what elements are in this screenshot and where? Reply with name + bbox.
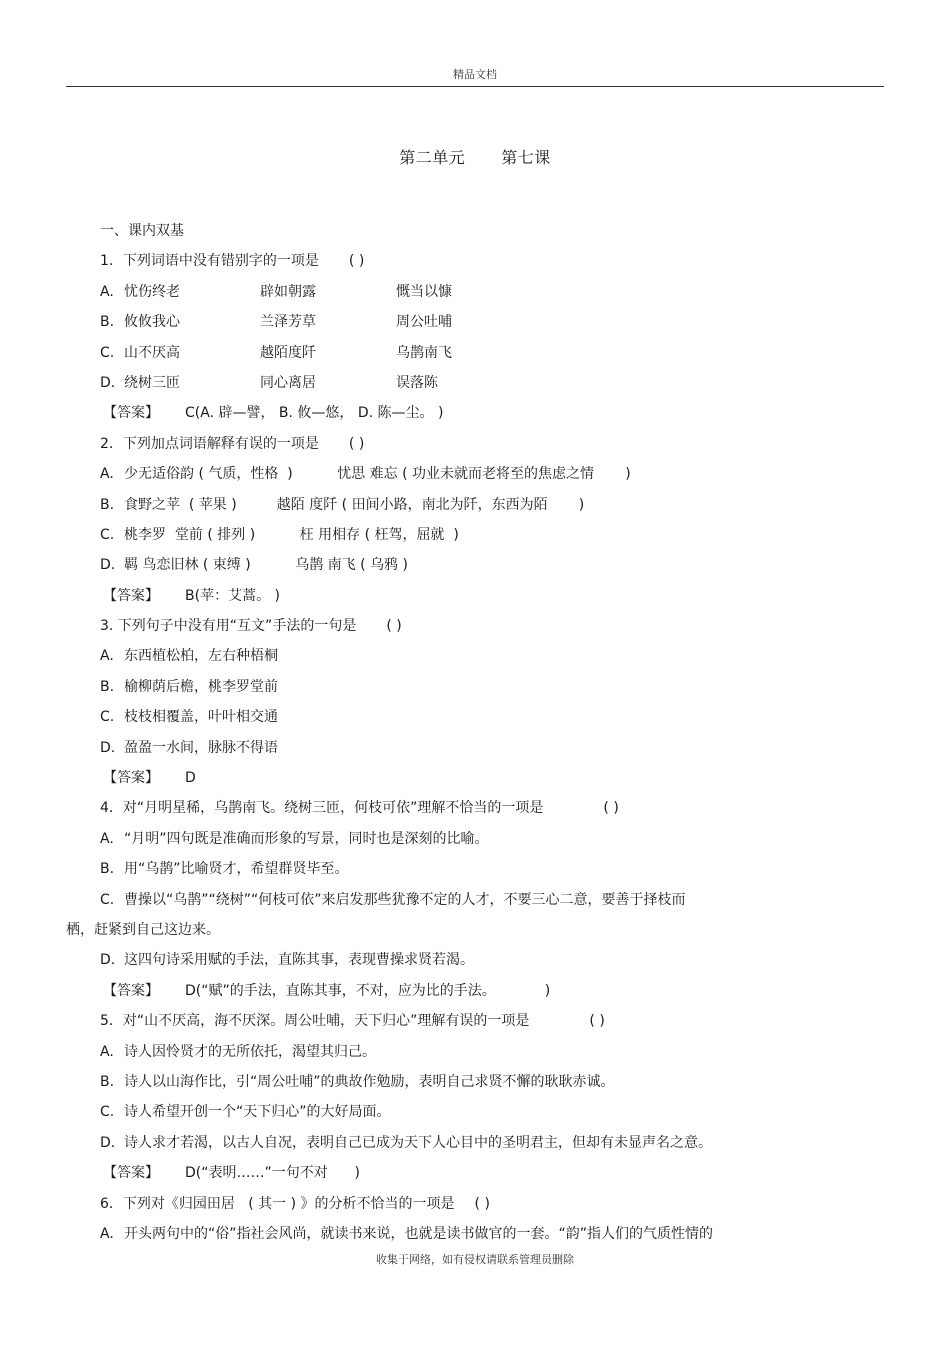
question-6-stem: 6．下列对《归园田居 ( 其一 ) 》的分析不恰当的一项是 ( ) xyxy=(100,1189,790,1219)
q4-option-a: A. “月明”四句既是准确而形象的写景，同时也是深刻的比喻。 xyxy=(100,830,489,847)
q4-option-c: C. 曹操以“乌鹊”“绕树”“何枝可依”来启发那些犹豫不定的人才，不要三心二意，要善于择枝而 xyxy=(100,891,686,908)
section-heading: 一、课内双基 xyxy=(100,223,184,239)
question-2-stem: 2．下列加点词语解释有误的一项是 ( ) xyxy=(100,429,790,459)
q1-option-b: B. 攸攸我心 兰泽芳草 周公吐哺 xyxy=(100,314,452,331)
q2-option-b: B. 食野之苹 ( 苹果 ) 越陌 度阡 ( 田间小路，南北为阡，东西为陌 ) xyxy=(100,496,585,513)
q4-option-c-continued: 栖，赶紧到自己这边来。 xyxy=(66,921,220,938)
q1-answer: 【答案】 C(A. 辟—譬， B. 攸—悠， D. 陈—尘。 ) xyxy=(103,405,444,422)
answer-blank: ( ) xyxy=(603,800,619,817)
question-3-stem: 3. 下列句子中没有用“互文”手法的一句是 ( ) xyxy=(100,611,790,641)
q3-option-a: A. 东西植松柏，左右种梧桐 xyxy=(100,648,278,665)
header-divider xyxy=(66,86,884,87)
question-4-stem: 4．对“月明星稀，乌鹊南飞。绕树三匝，何枝可依”理解不恰当的一项是 ( ) xyxy=(100,793,790,823)
q4-option-d: D. 这四句诗采用赋的手法，直陈其事，表现曹操求贤若渴。 xyxy=(100,952,474,969)
answer-blank: ( ) xyxy=(386,618,402,635)
answer-blank: ( ) xyxy=(589,1013,605,1030)
q2-option-a: A. 少无适俗韵 ( 气质，性格 ) 忧思 难忘 ( 功业未就而老将至的焦虑之情 ) xyxy=(100,466,631,483)
q5-option-c: C. 诗人希望开创一个“天下归心”的大好局面。 xyxy=(100,1104,391,1121)
q3-option-c: C. 枝枝相覆盖，叶叶相交通 xyxy=(100,709,278,726)
q3-option-d: D. 盈盈一水间，脉脉不得语 xyxy=(100,739,278,756)
document-title xyxy=(0,145,950,168)
document-body xyxy=(66,216,790,1249)
answer-blank: ( ) xyxy=(348,435,365,452)
q6-option-a: A. 开头两句中的“俗”指社会风尚，就读书来说，也就是读书做官的一套。“韵”指人们的气质性情的 xyxy=(100,1225,714,1242)
question-1-stem: 1．下列词语中没有错别字的一项是 ( ) xyxy=(100,246,790,276)
answer-blank: ( ) xyxy=(348,253,365,270)
q4-answer: 【答案】 D(“赋”的手法，直陈其事，不对，应为比的手法。 ) xyxy=(103,982,551,999)
q5-option-a: A. 诗人因怜贤才的无所依托，渴望其归己。 xyxy=(100,1043,376,1060)
page-header: 精品文档 xyxy=(453,68,497,81)
q5-answer: 【答案】 D(“表明……”一句不对 ) xyxy=(103,1165,360,1182)
q2-answer: 【答案】 B(苹：艾蒿。 ) xyxy=(103,587,280,604)
q1-option-d: D. 绕树三匝 同心离居 误落陈 xyxy=(100,374,438,391)
q3-option-b: B. 榆柳荫后檐，桃李罗堂前 xyxy=(100,678,278,695)
q5-option-b: B. 诗人以山海作比，引“周公吐哺”的典故作勉励，表明自己求贤不懈的耿耿赤诚。 xyxy=(100,1073,615,1090)
q5-option-d: D. 诗人求才若渴，以古人自况，表明自己已成为天下人心目中的圣明君主，但却有未显声名之意。 xyxy=(100,1134,712,1151)
unit-title: 第二单元 xyxy=(399,148,466,167)
q3-answer: 【答案】 D xyxy=(103,770,196,787)
answer-blank: ( ) xyxy=(474,1195,490,1212)
q2-option-c: C. 桃李罗 堂前 ( 排列 ) 枉 用相存 ( 枉驾，屈就 ) xyxy=(100,526,459,543)
lesson-title: 第七课 xyxy=(501,148,551,167)
question-5-stem: 5．对“山不厌高，海不厌深。周公吐哺，天下归心”理解有误的一项是 ( ) xyxy=(100,1006,790,1036)
q1-option-c: C. 山不厌高 越陌度阡 乌鹊南飞 xyxy=(100,344,452,361)
q2-option-d: D. 羁 鸟恋旧林 ( 束缚 ) 乌鹊 南飞 ( 乌鸦 ) xyxy=(100,557,408,574)
q4-option-b: B. 用“乌鹊”比喻贤才，希望群贤毕至。 xyxy=(100,861,349,878)
q1-option-a: A. 忧伤终老 辟如朝露 慨当以慷 xyxy=(100,283,452,300)
page-footer: 收集于网络，如有侵权请联系管理员删除 xyxy=(376,1253,574,1266)
